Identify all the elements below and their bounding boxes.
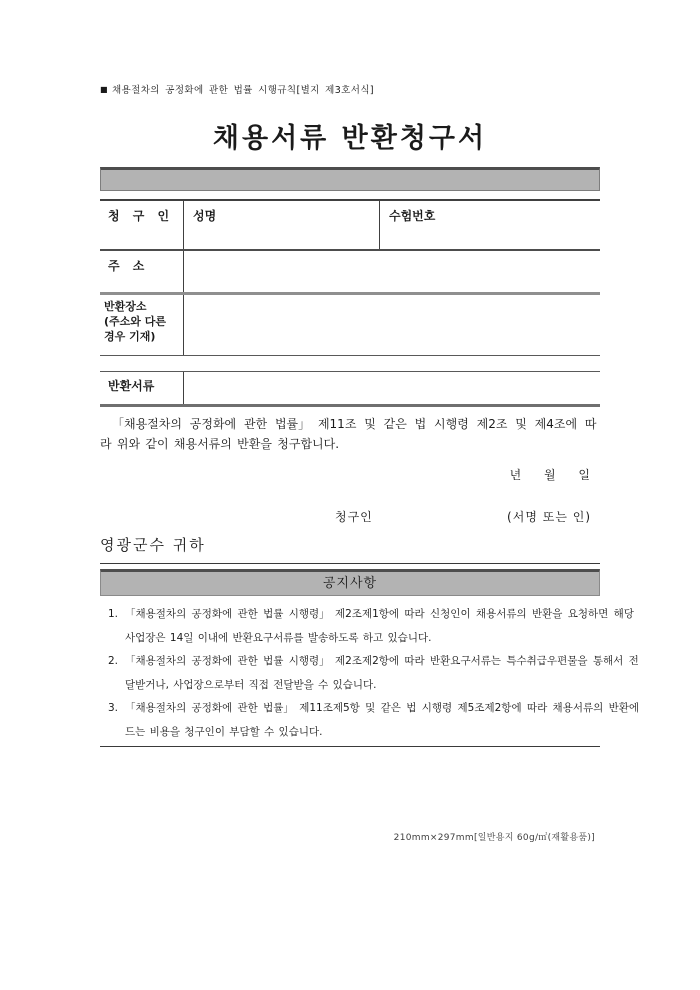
signature-or-seal-note: (서명 또는 인) <box>507 510 591 524</box>
name-label: 성명 <box>193 209 217 223</box>
address-input-cell[interactable] <box>184 251 600 292</box>
notice-item-number: 3. <box>108 702 119 714</box>
header-bar <box>100 167 600 191</box>
notice-list <box>100 603 640 747</box>
declaration-line1: 「채용절차의 공정화에 관한 법률」 제11조 및 같은 법 시행령 제2조 및 제4조에 따 <box>112 417 597 431</box>
table-gap <box>100 356 600 371</box>
notice-item-text <box>125 697 639 744</box>
return-place-input-cell[interactable] <box>184 295 600 355</box>
return-place-label-line1: 반환장소 <box>104 300 147 313</box>
claimant-label: 청 구 인 <box>100 201 184 249</box>
table-row-address <box>100 251 600 292</box>
notice-item-line2: 달받거나, 사업장으로부터 직접 전달받을 수 있습니다. <box>125 678 377 691</box>
applicant-signature-label: 청구인 <box>335 510 373 524</box>
exam-number-label: 수험번호 <box>389 209 436 223</box>
notice-item-text <box>125 603 634 650</box>
applicant-table <box>100 199 600 356</box>
notice-header-bar <box>100 569 600 596</box>
notice-item-text <box>125 650 639 697</box>
exam-number-field-cell[interactable] <box>380 201 600 249</box>
declaration-paragraph <box>100 414 600 454</box>
return-place-label <box>100 295 184 355</box>
year-label: 년 <box>509 468 522 482</box>
name-field-cell[interactable] <box>184 201 380 249</box>
notice-item-number: 1. <box>108 608 119 620</box>
return-place-label-line2: (주소와 다른 <box>104 315 166 328</box>
table-row-claimant <box>100 201 600 251</box>
table-row-return-documents <box>100 372 600 404</box>
table-row-return-place <box>100 295 600 356</box>
notice-item-line1: 「채용절차의 공정화에 관한 법률 시행령」 제2조제1항에 따라 신청인이 채용서류의 반환을 요청하면 해당 <box>125 608 634 620</box>
notice-item-number: 2. <box>108 655 119 667</box>
notice-item <box>100 697 640 744</box>
notice-header-label: 공지사항 <box>322 576 378 591</box>
month-label: 월 <box>543 468 556 482</box>
page-title: 채용서류 반환청구서 <box>212 123 488 154</box>
address-label: 주 소 <box>100 251 184 292</box>
notice-item-line1: 「채용절차의 공정화에 관한 법률 시행령」 제2조제2항에 따라 반환요구서류는 특수취급우편물을 통해서 전 <box>125 655 639 667</box>
page-content <box>100 0 640 747</box>
notice-item-line2: 사업장은 14일 이내에 반환요구서류를 발송하도록 하고 있습니다. <box>125 631 432 644</box>
notice-item <box>100 603 634 650</box>
date-line <box>100 466 600 483</box>
return-documents-table <box>100 371 600 407</box>
section-divider <box>100 563 600 564</box>
form-statute-note <box>100 82 600 96</box>
notice-item-line2: 드는 비용을 청구인이 부담할 수 있습니다. <box>125 725 323 738</box>
signature-row <box>100 508 600 525</box>
day-label: 일 <box>578 468 590 482</box>
addressee: 영광군수 귀하 <box>100 536 206 554</box>
notice-item <box>100 650 639 697</box>
form-statute-note-text: 채용절차의 공정화에 관한 법률 시행규칙[별지 제3호서식] <box>111 85 374 96</box>
notice-item-line1: 「채용절차의 공정화에 관한 법률」 제11조제5항 및 같은 법 시행령 제5조제2항에 따라 채용서류의 반환에 <box>125 702 640 714</box>
return-documents-label: 반환서류 <box>100 372 184 404</box>
square-bullet-icon: ■ <box>100 85 108 94</box>
paper-spec-footer: 210mm×297mm[일반용지 60g/㎡(재활용품)] <box>393 833 595 843</box>
return-place-label-line3: 경우 기재) <box>104 330 156 343</box>
return-documents-input-cell[interactable] <box>184 372 600 404</box>
declaration-line2: 라 위와 같이 채용서류의 반환을 청구합니다. <box>100 437 340 451</box>
